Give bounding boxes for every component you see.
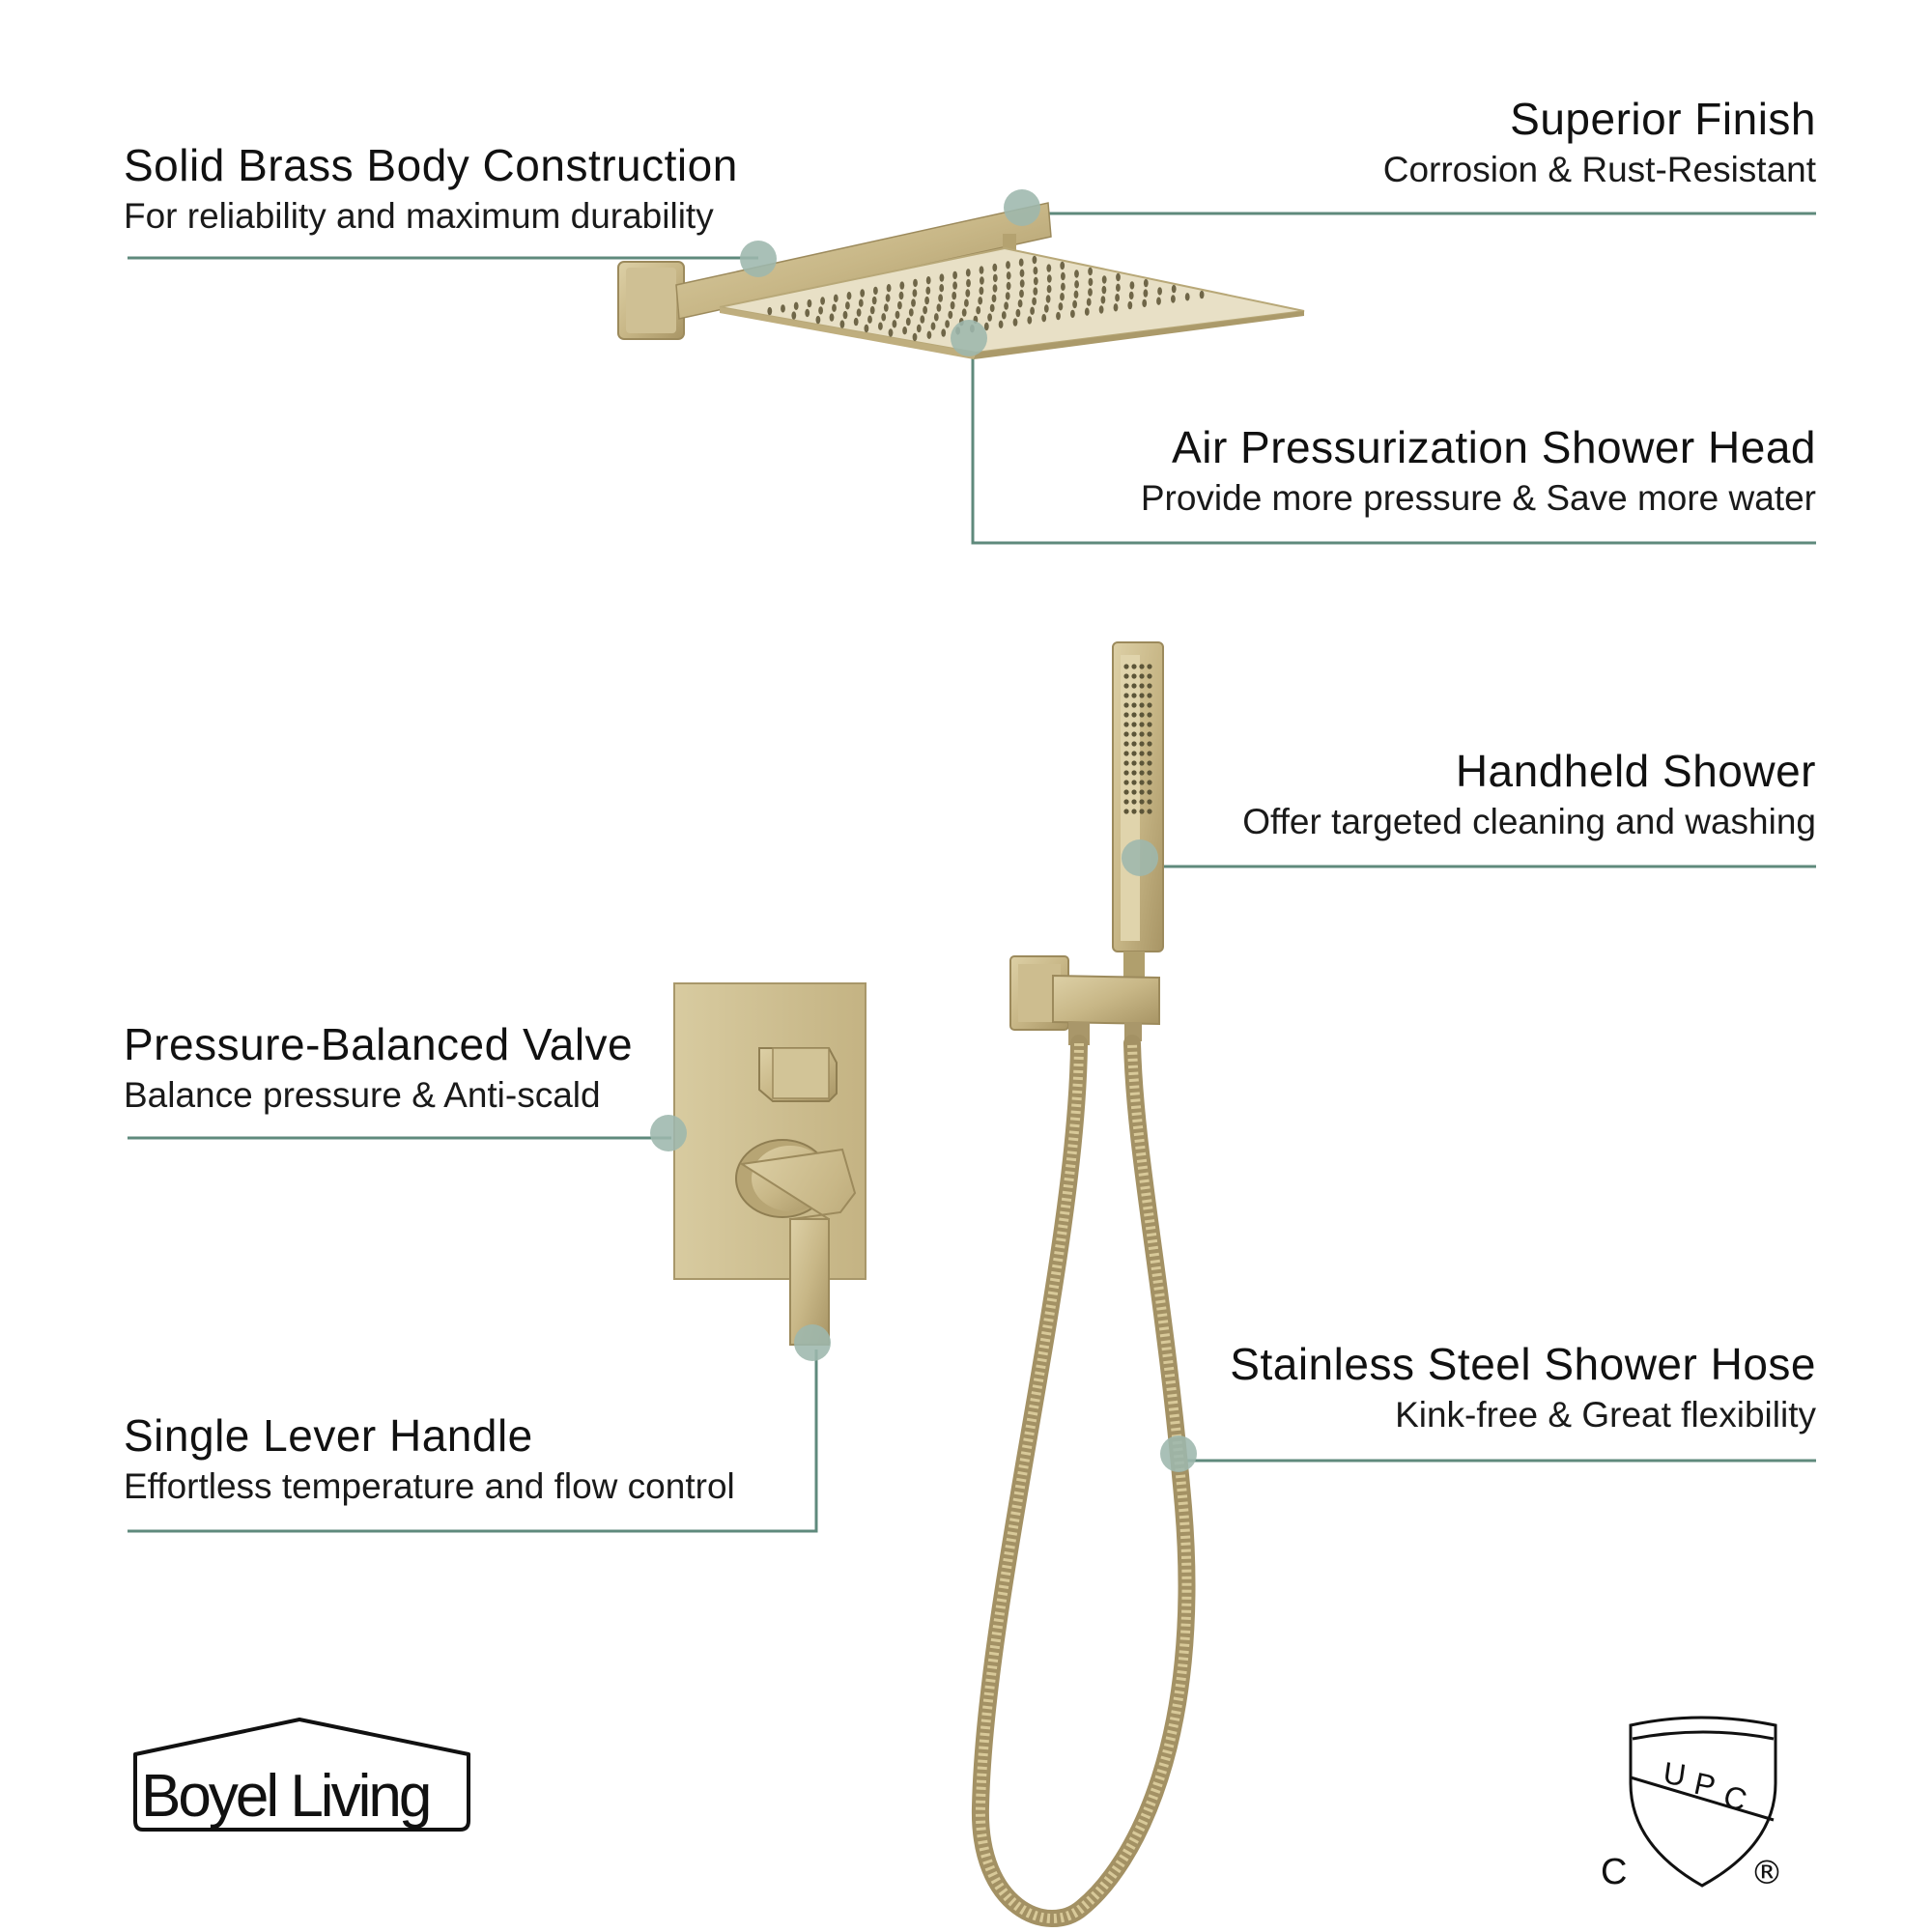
feature-title: Air Pressurization Shower Head — [1172, 422, 1816, 472]
callout-dot-hose — [1160, 1435, 1197, 1472]
feature-title: Solid Brass Body Construction — [124, 140, 738, 190]
brand-logo-text: Boyel Living — [141, 1763, 430, 1830]
callout-lines — [128, 213, 1816, 1531]
feature-lever — [124, 1410, 735, 1508]
feature-title: Stainless Steel Shower Hose — [1230, 1339, 1816, 1389]
feature-brass — [124, 140, 738, 238]
feature-title: Pressure-Balanced Valve — [124, 1019, 634, 1069]
feature-valve — [124, 1019, 633, 1117]
feature-finish — [1383, 94, 1816, 191]
callout-dot-handheld — [1122, 839, 1158, 876]
callout-dot-lever — [794, 1324, 831, 1361]
feature-subtitle: Provide more pressure & Save more water — [1140, 477, 1816, 518]
feature-title: Superior Finish — [1510, 94, 1816, 144]
callout-dot-air — [951, 320, 987, 356]
upc-prefix-c: C — [1601, 1852, 1628, 1892]
feature-title: Single Lever Handle — [124, 1410, 533, 1461]
feature-subtitle: Kink-free & Great flexibility — [1395, 1394, 1816, 1435]
upc-letter-c: C — [1719, 1777, 1751, 1818]
feature-subtitle: For reliability and maximum durability — [124, 195, 714, 236]
feature-air-pressurization — [1141, 422, 1816, 520]
feature-subtitle: Corrosion & Rust-Resistant — [1382, 149, 1816, 189]
callout-dot-finish — [1004, 189, 1040, 226]
feature-subtitle: Offer targeted cleaning and washing — [1242, 801, 1816, 841]
feature-subtitle: Balance pressure & Anti-scald — [124, 1074, 601, 1115]
feature-hose — [1230, 1339, 1816, 1436]
valve-trim-icon — [674, 983, 866, 1345]
callout-dot-valve — [650, 1115, 687, 1151]
upc-letter-u: U — [1661, 1755, 1689, 1793]
shower-hose-icon — [980, 1043, 1187, 1918]
upc-registered-mark: ® — [1750, 1854, 1783, 1892]
feature-title: Handheld Shower — [1455, 746, 1816, 796]
feature-subtitle: Effortless temperature and flow control — [124, 1465, 735, 1506]
feature-handheld — [1242, 746, 1816, 843]
callout-dot-brass — [740, 241, 777, 277]
upc-letter-p: P — [1690, 1765, 1719, 1804]
